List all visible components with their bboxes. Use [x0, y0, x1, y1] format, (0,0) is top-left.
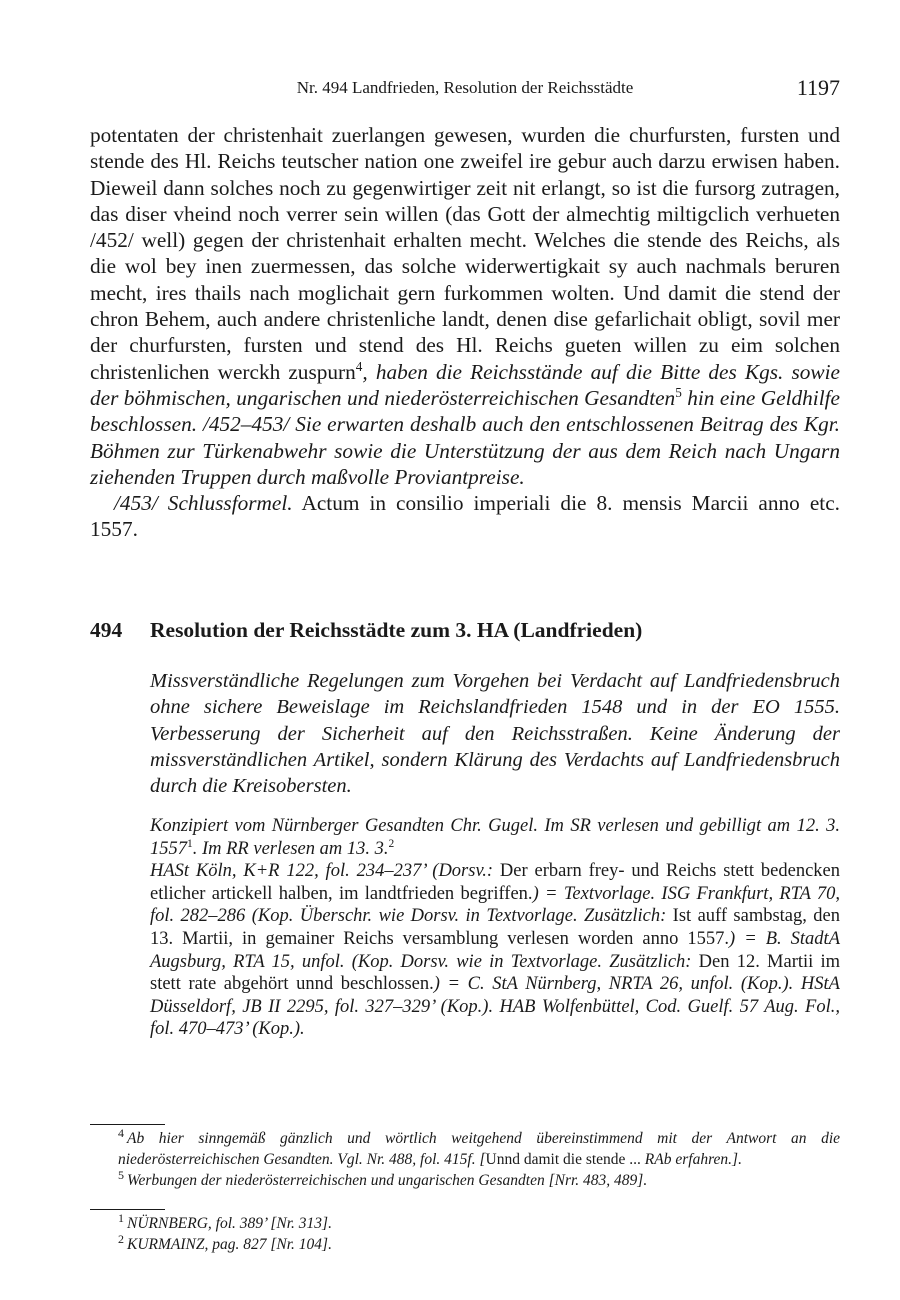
running-header-title: Nr. 494 Landfrieden, Resolution der Reichsstädte [296, 78, 634, 97]
running-header [90, 75, 840, 108]
source-witnesses-text-a: Der erbarn frey- und Reichs stett bedencken etlicher artickell halben, im landtfrieden begriffen. [150, 861, 840, 904]
footnote-5 [90, 1167, 840, 1191]
footnote-5-number: 5 [118, 1167, 124, 1182]
source-witnesses-text-c: Den 12. Martii im stett rate abgehört unnd beschlossen. [150, 951, 841, 995]
main-paragraph-2-text: Actum in consilio imperiali die 8. mensis Marcii anno etc. 1557. [90, 491, 841, 542]
source-apparatus [150, 815, 840, 1041]
source-footnote-1-number: 1 [118, 1210, 124, 1225]
source-witnesses [150, 860, 840, 1041]
main-paragraph-1 [90, 122, 840, 490]
footnote-4-italic-b: RAb erfahren.]. [640, 1151, 742, 1168]
document-summary: Missverständliche Regelungen zum Vorgehen bei Verdacht auf Landfriedensbruch ohne sichere Beweislage im Reichslandfrieden 1548 und in der EO 1555. Verbesserung der Sicherheit auf den Reichsstraßen. Keine Änderung der missverständlichen Artikel, sondern Klärung des Verdachts auf Landfriedensbruch durch die Kreisobersten. [150, 670, 840, 798]
footnote-4 [90, 1125, 840, 1170]
source-witnesses-text-b: Ist auff sambstag, den 13. Martii, in gemainer Reichs versamblung verlesen worden anno 1557. [150, 906, 841, 949]
footnote-rule-source [90, 1209, 165, 1210]
main-paragraph-1-italic-b: hin eine Geldhilfe beschlossen. /452–453/ Sie erwarten deshalb auch den entschlossenen Beitrag des Kgr. Böhmen zur Türkenabwehr sowie die Unterstützung der aus dem Reich nach Ungarn ziehenden Truppen durch maßvolle Proviantpreise. [90, 385, 840, 489]
footnote-5-italic-a: Werbungen der niederösterreichischen und ungarischen Gesandten [Nrr. 483, 489]. [127, 1172, 648, 1189]
footnote-4-number: 4 [118, 1125, 124, 1140]
document-title: Resolution der Reichsstädte zum 3. HA (Landfrieden) [150, 618, 643, 642]
source-origin-italic-b: . Im RR verlesen am 13. 3. [192, 838, 389, 859]
page-number: 1197 [796, 75, 840, 100]
source-ref-2: 2 [388, 837, 395, 850]
source-witnesses-italic-c: ) = B. StadtA Augsburg, RTA 15, unfol. (Kop. Dorsv. wie in Textvorlage. Zusätzlich: [150, 928, 840, 972]
main-paragraph-1-text: potentaten der christenhait zuerlangen gewesen, wurden die churfursten, fursten und stende des Hl. Reichs teutscher nation one zweifel ire gebur auch darzu erwisen haben. Dieweil dann solches noch zu gegenwirtiger zeit nit erlangt, so ist die fursorg zutragen, das diser vheind noch verrer sein willen (das Gott der almechtig miltigclich verhueten /452/ well) gegen der christenhait erhalten mecht. Welches die stende des Reichs, als die wol bey inen zuermessen, das solche widerwertigkait sy auch nachmals beruren mecht, ires thails nach moglichait gern furkommen wolten. Und damit die stend der chron Behem, auch andere christenliche landt, denen dise gefarlichait obligt, sovil mer der churfursten, fursten und stend des Hl. Reichs gueten willen zu eim solchen christenlichen werckh zuspurn [90, 123, 840, 384]
source-origin [150, 815, 840, 860]
main-paragraph-1-italic-a: , haben die Reichsstände auf die Bitte des Kgs. sowie der böhmischen, ungarischen und niederösterreichischen Gesandten [90, 359, 840, 410]
main-paragraph-2-italic: /453/ Schlussformel. [114, 491, 293, 516]
source-witnesses-italic-a: HASt Köln, K+R 122, fol. 234–237’ (Dorsv.: [150, 861, 494, 882]
main-paragraph-2 [90, 490, 840, 543]
source-footnote-2-number: 2 [118, 1231, 124, 1246]
document-heading [90, 618, 840, 643]
footnotes-numbered [90, 1125, 840, 1191]
footnotes-source [90, 1210, 840, 1255]
source-footnote-2-text: KURMAINZ, pag. 827 [Nr. 104]. [127, 1236, 332, 1253]
footnote-ref-5: 5 [675, 384, 682, 400]
source-footnote-2 [90, 1231, 840, 1255]
footnote-4-text: Unnd damit die stende ... [485, 1151, 641, 1168]
document-number: 494 [90, 618, 123, 642]
footnote-ref-4: 4 [355, 358, 363, 374]
source-ref-1: 1 [187, 837, 193, 850]
footnote-rule-numbered [90, 1124, 165, 1125]
footnote-4-italic-a: Ab hier sinngemäß gänzlich und wörtlich weitgehend übereinstimmend mit der Antwort an die niederösterreichischen Gesandten. Vgl. Nr. 488, fol. 415f. [ [118, 1130, 840, 1168]
source-footnote-1 [90, 1210, 840, 1234]
source-footnote-1-text: NÜRNBERG, fol. 389’ [Nr. 313]. [127, 1215, 332, 1232]
source-witnesses-italic-d: ) = C. StA Nürnberg, NRTA 26, unfol. (Kop.). HStA Düsseldorf, JB II 2295, fol. 327–329’ (Kop.). HAB Wolfenbüttel, Cod. Guelf. 57 Aug. Fol., fol. 470–473’ (Kop.). [150, 974, 840, 1040]
source-witnesses-italic-b: ) = Textvorlage. ISG Frankfurt, RTA 70, fol. 282–286 (Kop. Überschr. wie Dorsv. in Textvorlage. Zusätzlich: [150, 883, 841, 927]
main-text [90, 122, 840, 543]
source-origin-italic: Konzipiert vom Nürnberger Gesandten Chr. Gugel. Im SR verlesen und gebilligt am 12. 3. 1557 [150, 816, 840, 859]
